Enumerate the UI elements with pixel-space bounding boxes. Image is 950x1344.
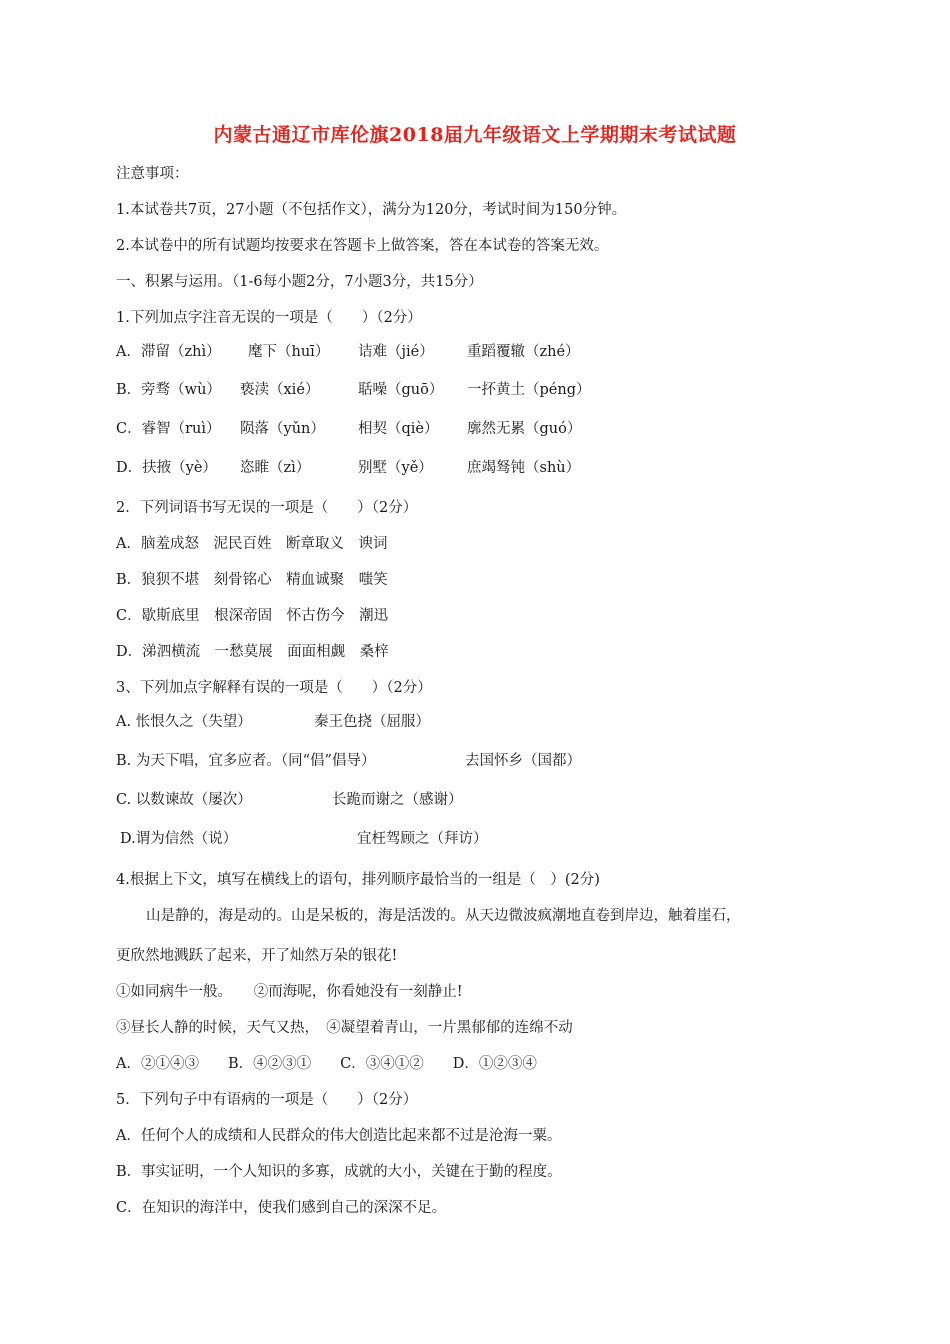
question-2-stem: 2．下列词语书写无误的一项是（ ）（2分） — [116, 500, 418, 516]
option-text: B. 为天下唱，宜多应者。（同“倡”倡导） — [116, 753, 376, 769]
option-text: A. 怅恨久之（失望） — [116, 714, 252, 730]
option-text: 重蹈覆辙（zhé） — [467, 344, 580, 360]
option-text: 庶竭驽钝（shù） — [467, 460, 581, 476]
question-2-option-b: B．狼狈不堪 刻骨铭心 精血诚聚 嗤笑 — [116, 572, 388, 588]
question-2-option-a: A．脑羞成怒 泥民百姓 断章取义 谀词 — [116, 536, 388, 552]
question-5-option-c: C．在知识的海洋中，使我们感到自己的深深不足。 — [116, 1200, 447, 1216]
option-text: 长跪而谢之（感谢） — [332, 792, 463, 808]
option-text: 诘难（jié） — [358, 344, 434, 360]
option-text: B．旁骛（wù） — [116, 382, 221, 398]
option-text: D．扶掖（yè） — [116, 460, 217, 476]
notice-item-1: 1.本试卷共7页，27小题（不包括作文），满分为120分，考试时间为150分钟。 — [116, 202, 627, 218]
option-text: D.谓为信然（说） — [120, 831, 238, 847]
page-title: 内蒙古通辽市库伦旗2018届九年级语文上学期期末考试试题 — [213, 124, 737, 146]
option-text: 聒噪（guō） — [358, 382, 444, 398]
option-text: C. 以数谏故（屡次） — [116, 792, 252, 808]
question-5-stem: 5．下列句子中有语病的一项是（ ）（2分） — [116, 1092, 418, 1108]
question-3-stem: 3、下列加点字解释有误的一项是（ ）（2分） — [116, 680, 432, 696]
notice-item-2: 2.本试卷中的所有试题均按要求在答题卡上做答案，答在本试卷的答案无效。 — [116, 238, 609, 254]
option-text: 相契（qiè） — [358, 421, 439, 437]
question-4-passage-cont: 更欣然地溅跃了起来，开了灿然万朵的银花! — [116, 948, 398, 964]
question-5-option-a: A．任何个人的成绩和人民群众的伟大创造比起来都不过是沧海一粟。 — [116, 1128, 562, 1144]
option-text: 秦王色挠（屈服） — [314, 714, 430, 730]
question-2-option-d: D．涕泗横流 一愁莫展 面面相觑 桑梓 — [116, 644, 389, 660]
option-text: 恣睢（zì） — [240, 460, 311, 476]
question-4-stem: 4.根据上下文，填写在横线上的语句，排列顺序最恰当的一组是（ ）(2分) — [116, 872, 600, 888]
option-text: 麾下（huī） — [248, 344, 330, 360]
option-text: 一抔黄土（péng） — [467, 382, 591, 398]
option-text: 宜枉驾顾之（拜访） — [357, 831, 488, 847]
notice-heading: 注意事项： — [116, 166, 189, 182]
question-4-sentences-3-4: ③昼长人静的时候，天气又热， ④凝望着青山，一片黑郁郁的连绵不动 — [116, 1020, 573, 1036]
question-4-passage: 山是静的，海是动的。山是呆板的，海是活泼的。从天边微波疯潮地直卷到岸边，触着崖石， — [146, 908, 741, 924]
section-heading: 一、积累与运用。（1-6每小题2分，7小题3分，共15分） — [116, 274, 483, 290]
option-text: 廓然无累（guó） — [467, 421, 582, 437]
option-text: 亵渎（xié） — [240, 382, 320, 398]
option-text: C．睿智（ruì） — [116, 421, 221, 437]
option-text: A．滞留（zhì） — [116, 344, 221, 360]
question-5-option-b: B．事实证明，一个人知识的多寡，成就的大小，关键在于勤的程度。 — [116, 1164, 562, 1180]
option-text: 别墅（yě） — [358, 460, 433, 476]
question-1-stem: 1.下列加点字注音无误的一项是（ ）（2分） — [116, 310, 422, 326]
question-4-options: A．②①④③ B．④②③① C．③④①② D．①②③④ — [116, 1056, 537, 1072]
option-text: 陨落（yǔn） — [240, 421, 325, 437]
question-2-option-c: C．歇斯底里 根深帝固 怀古伤今 潮迅 — [116, 608, 389, 624]
option-text: 去国怀乡（国都） — [465, 753, 581, 769]
question-4-sentences-1-2: ①如同病牛一般。 ②而海呢，你看她没有一刻静止! — [116, 984, 463, 1000]
